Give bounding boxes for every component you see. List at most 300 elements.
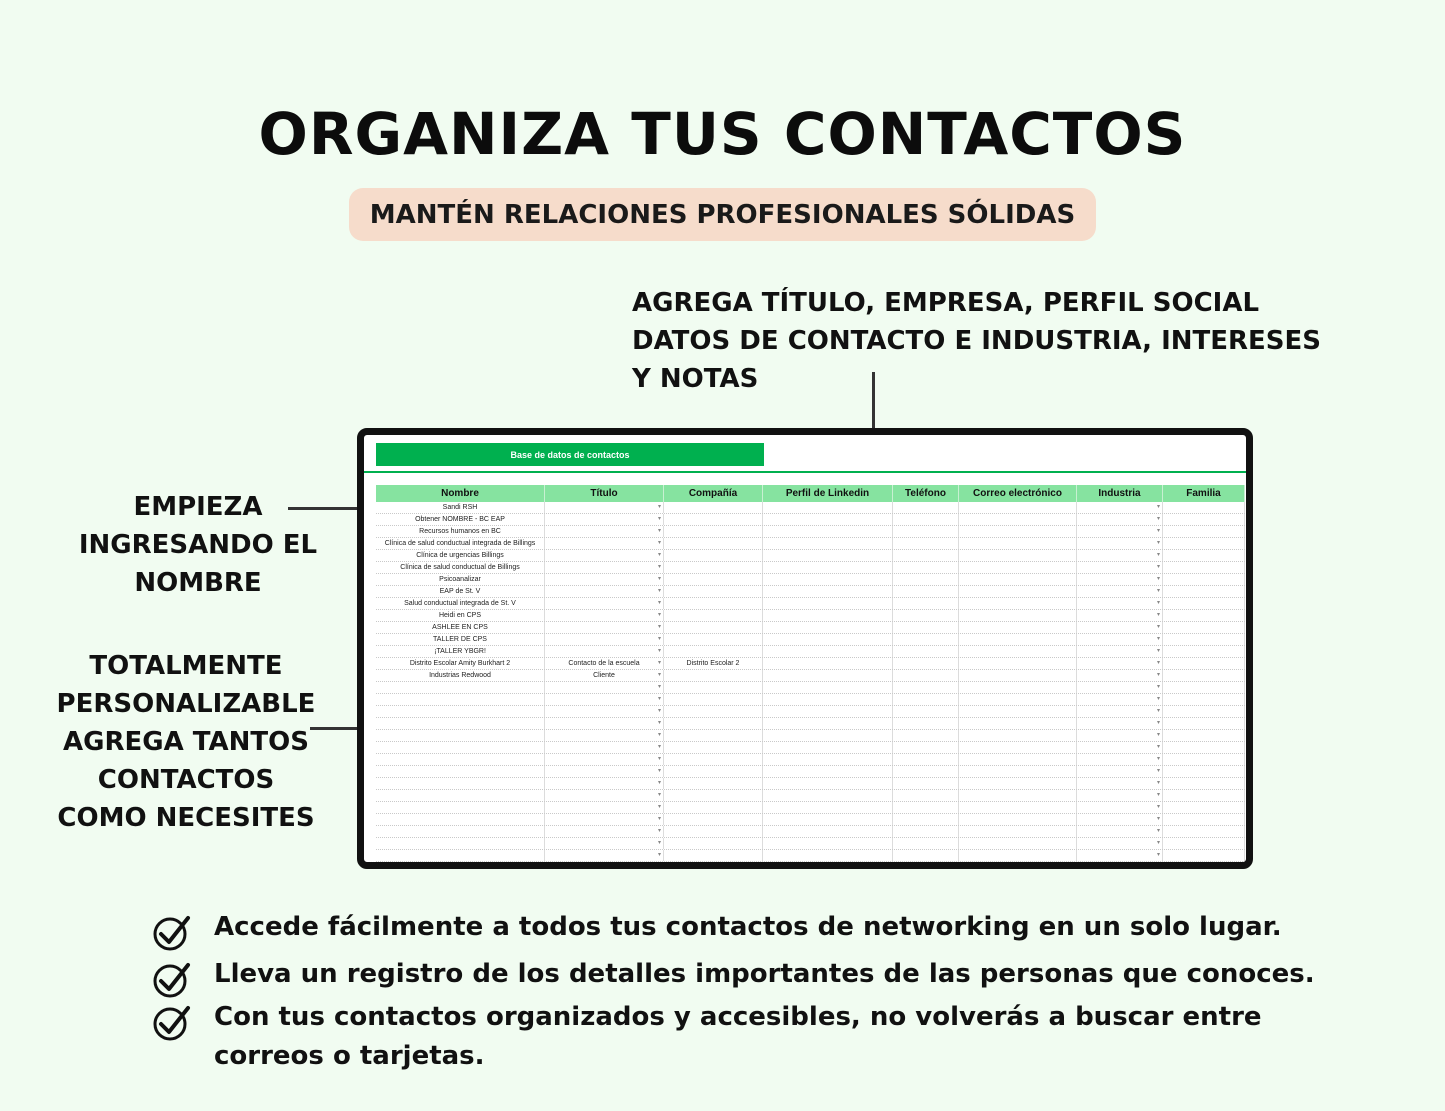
table-cell[interactable] — [1077, 670, 1163, 681]
table-cell[interactable]: Salud conductual integrada de St. V — [376, 598, 545, 609]
table-cell[interactable] — [893, 718, 959, 729]
table-cell[interactable] — [893, 646, 959, 657]
table-cell[interactable] — [1077, 526, 1163, 537]
spreadsheet-preview — [357, 428, 1253, 869]
callout-top-line-2: DATOS DE CONTACTO E INDUSTRIA, INTERESES — [632, 326, 1321, 356]
table-cell[interactable] — [376, 742, 545, 753]
table-cell[interactable] — [763, 790, 893, 801]
table-cell[interactable] — [545, 514, 664, 525]
table-cell[interactable] — [959, 754, 1077, 765]
table-cell[interactable] — [1077, 706, 1163, 717]
table-cell[interactable] — [763, 610, 893, 621]
table-cell[interactable] — [1163, 622, 1245, 633]
table-cell[interactable] — [1163, 562, 1245, 573]
table-cell[interactable] — [893, 502, 959, 513]
table-cell[interactable] — [376, 694, 545, 705]
table-cell[interactable] — [1163, 670, 1245, 681]
table-cell[interactable] — [545, 646, 664, 657]
column-header[interactable]: Industria — [1077, 485, 1163, 502]
table-cell[interactable] — [1163, 694, 1245, 705]
table-cell[interactable] — [959, 766, 1077, 777]
table-cell[interactable] — [545, 550, 664, 561]
table-row — [376, 718, 1245, 730]
table-cell[interactable] — [1163, 682, 1245, 693]
table-cell[interactable] — [763, 622, 893, 633]
table-cell[interactable] — [1163, 550, 1245, 561]
table-cell[interactable] — [959, 814, 1077, 825]
table-cell[interactable] — [1163, 850, 1245, 861]
table-cell[interactable] — [664, 562, 763, 573]
table-cell[interactable] — [1163, 634, 1245, 645]
table-header-row — [376, 485, 1245, 502]
table-cell[interactable] — [664, 754, 763, 765]
table-cell[interactable] — [376, 802, 545, 813]
table-cell[interactable] — [664, 586, 763, 597]
table-cell[interactable] — [545, 622, 664, 633]
table-row — [376, 838, 1245, 850]
table-cell[interactable]: Distrito Escolar 2 — [664, 658, 763, 669]
table-cell[interactable] — [893, 766, 959, 777]
table-cell[interactable] — [893, 598, 959, 609]
table-cell[interactable] — [893, 610, 959, 621]
table-cell[interactable] — [959, 598, 1077, 609]
table-cell[interactable] — [959, 718, 1077, 729]
table-cell[interactable] — [763, 718, 893, 729]
table-cell[interactable] — [959, 850, 1077, 861]
table-cell[interactable] — [959, 694, 1077, 705]
table-cell[interactable] — [1163, 574, 1245, 585]
table-cell[interactable] — [1077, 586, 1163, 597]
table-cell[interactable] — [664, 646, 763, 657]
table-cell[interactable] — [1077, 766, 1163, 777]
table-cell[interactable] — [664, 742, 763, 753]
table-cell[interactable] — [959, 526, 1077, 537]
table-cell[interactable]: Cliente ▾ — [545, 670, 664, 681]
table-cell[interactable] — [545, 742, 664, 753]
table-cell[interactable] — [763, 550, 893, 561]
table-cell[interactable] — [1163, 790, 1245, 801]
table-cell[interactable] — [1163, 766, 1245, 777]
table-cell[interactable] — [664, 826, 763, 837]
check-circle-icon — [152, 959, 192, 999]
table-cell[interactable] — [893, 850, 959, 861]
table-cell[interactable] — [1077, 802, 1163, 813]
table-cell[interactable] — [893, 838, 959, 849]
check-circle-icon — [152, 912, 192, 952]
callout-left-custom-line-4: CONTACTOS — [97, 765, 275, 795]
table-cell[interactable] — [376, 826, 545, 837]
table-row — [376, 682, 1245, 694]
table-cell[interactable] — [664, 814, 763, 825]
table-cell[interactable] — [959, 670, 1077, 681]
table-cell[interactable] — [545, 814, 664, 825]
table-cell[interactable] — [1077, 502, 1163, 513]
table-cell[interactable] — [763, 730, 893, 741]
table-cell[interactable] — [763, 742, 893, 753]
table-cell[interactable] — [763, 802, 893, 813]
table-cell[interactable] — [959, 778, 1077, 789]
table-cell[interactable] — [763, 634, 893, 645]
table-cell[interactable] — [1163, 754, 1245, 765]
column-header[interactable]: Perfil de Linkedin — [763, 485, 893, 502]
table-cell[interactable] — [664, 766, 763, 777]
table-row — [376, 850, 1245, 862]
table-cell[interactable] — [763, 766, 893, 777]
table-cell[interactable] — [1077, 598, 1163, 609]
table-cell[interactable] — [1077, 778, 1163, 789]
table-cell[interactable] — [1163, 610, 1245, 621]
callout-left-custom-line-2: PERSONALIZABLE — [56, 689, 316, 719]
table-cell[interactable] — [545, 826, 664, 837]
table-cell[interactable] — [959, 574, 1077, 585]
table-cell[interactable] — [763, 574, 893, 585]
table-cell[interactable] — [545, 694, 664, 705]
table-cell[interactable] — [959, 790, 1077, 801]
table-cell[interactable] — [893, 814, 959, 825]
table-cell[interactable] — [959, 610, 1077, 621]
table-cell[interactable] — [893, 526, 959, 537]
table-cell[interactable] — [376, 718, 545, 729]
table-cell[interactable]: Industrias Redwood — [376, 670, 545, 681]
table-cell[interactable] — [1077, 850, 1163, 861]
table-cell[interactable] — [1077, 622, 1163, 633]
table-cell[interactable] — [1163, 706, 1245, 717]
table-cell[interactable] — [1163, 514, 1245, 525]
column-header[interactable]: Teléfono — [893, 485, 959, 502]
table-row — [376, 514, 1245, 526]
table-cell[interactable] — [959, 706, 1077, 717]
callout-left-name-line-1: EMPIEZA — [133, 492, 263, 522]
column-header[interactable]: Correo electrónico — [959, 485, 1077, 502]
table-row — [376, 742, 1245, 754]
table-cell[interactable] — [959, 634, 1077, 645]
table-cell[interactable] — [1163, 778, 1245, 789]
table-cell[interactable]: Psicoanalizar — [376, 574, 545, 585]
table-cell[interactable] — [664, 610, 763, 621]
table-cell[interactable] — [763, 850, 893, 861]
table-cell[interactable] — [1163, 646, 1245, 657]
table-cell[interactable] — [959, 622, 1077, 633]
table-cell[interactable] — [763, 502, 893, 513]
table-cell[interactable] — [893, 826, 959, 837]
table-cell[interactable]: Clínica de salud conductual integrada de Billings — [376, 538, 545, 549]
table-row — [376, 646, 1245, 658]
table-cell[interactable] — [1077, 790, 1163, 801]
table-cell[interactable] — [893, 694, 959, 705]
subtitle-badge — [349, 188, 1096, 241]
table-cell[interactable] — [376, 778, 545, 789]
table-cell[interactable] — [893, 802, 959, 813]
callout-top-line-1: AGREGA TÍTULO, EMPRESA, PERFIL SOCIAL — [632, 288, 1260, 318]
table-row — [376, 790, 1245, 802]
table-cell[interactable] — [1163, 838, 1245, 849]
table-cell[interactable] — [1163, 730, 1245, 741]
table-cell[interactable] — [1077, 694, 1163, 705]
table-cell[interactable] — [959, 538, 1077, 549]
table-cell[interactable] — [893, 754, 959, 765]
table-cell[interactable] — [1077, 826, 1163, 837]
table-cell[interactable] — [1077, 538, 1163, 549]
table-cell[interactable] — [893, 790, 959, 801]
table-cell[interactable] — [1077, 658, 1163, 669]
table-cell[interactable] — [763, 538, 893, 549]
benefit-text: Accede fácilmente a todos tus contactos de networking en un solo lugar. — [214, 912, 1282, 942]
table-cell[interactable] — [1163, 814, 1245, 825]
table-cell[interactable] — [664, 850, 763, 861]
table-row — [376, 706, 1245, 718]
table-cell[interactable] — [376, 706, 545, 717]
table-cell[interactable] — [664, 694, 763, 705]
table-cell[interactable]: ¡TALLER YBGR! — [376, 646, 545, 657]
table-cell[interactable] — [959, 658, 1077, 669]
table-cell[interactable] — [959, 550, 1077, 561]
table-cell[interactable] — [664, 622, 763, 633]
table-cell[interactable] — [1077, 574, 1163, 585]
table-cell[interactable] — [545, 754, 664, 765]
table-cell[interactable] — [664, 670, 763, 681]
table-cell[interactable] — [664, 574, 763, 585]
table-cell[interactable] — [893, 706, 959, 717]
table-cell[interactable] — [664, 598, 763, 609]
table-cell[interactable] — [664, 550, 763, 561]
table-cell[interactable] — [376, 814, 545, 825]
table-cell[interactable] — [1163, 538, 1245, 549]
table-row — [376, 622, 1245, 634]
table-cell[interactable] — [664, 718, 763, 729]
table-cell[interactable] — [545, 562, 664, 573]
table-cell[interactable] — [376, 766, 545, 777]
table-row — [376, 550, 1245, 562]
table-cell[interactable] — [1077, 634, 1163, 645]
table-cell[interactable] — [763, 754, 893, 765]
table-cell[interactable] — [763, 598, 893, 609]
table-cell[interactable]: TALLER DE CPS — [376, 634, 545, 645]
check-circle-icon — [152, 1002, 192, 1042]
table-cell[interactable] — [664, 802, 763, 813]
table-cell[interactable] — [763, 778, 893, 789]
table-cell[interactable] — [893, 574, 959, 585]
table-cell[interactable] — [763, 682, 893, 693]
table-cell[interactable] — [1077, 814, 1163, 825]
table-cell[interactable] — [1163, 802, 1245, 813]
table-cell[interactable] — [763, 658, 893, 669]
table-cell[interactable] — [763, 526, 893, 537]
table-cell[interactable] — [376, 850, 545, 861]
table-cell[interactable]: Recursos humanos en BC — [376, 526, 545, 537]
callout-left-custom — [40, 647, 332, 837]
column-header[interactable]: Título — [545, 485, 664, 502]
table-body — [376, 502, 1245, 862]
contacts-table — [376, 485, 1245, 862]
table-cell[interactable] — [893, 670, 959, 681]
table-cell[interactable]: Heidi en CPS — [376, 610, 545, 621]
table-cell[interactable] — [376, 682, 545, 693]
table-cell[interactable] — [959, 586, 1077, 597]
table-row — [376, 502, 1245, 514]
table-cell[interactable] — [664, 682, 763, 693]
table-cell[interactable] — [959, 514, 1077, 525]
table-cell[interactable] — [376, 754, 545, 765]
table-cell[interactable]: Clínica de urgencias Billings — [376, 550, 545, 561]
table-cell[interactable] — [545, 730, 664, 741]
table-cell[interactable] — [664, 778, 763, 789]
table-cell[interactable] — [893, 514, 959, 525]
table-cell[interactable] — [959, 682, 1077, 693]
table-cell[interactable] — [1077, 610, 1163, 621]
table-cell[interactable] — [664, 838, 763, 849]
table-cell[interactable] — [376, 790, 545, 801]
table-cell[interactable] — [893, 622, 959, 633]
table-cell[interactable] — [959, 826, 1077, 837]
table-cell[interactable] — [959, 646, 1077, 657]
table-cell[interactable] — [545, 586, 664, 597]
table-cell[interactable] — [763, 514, 893, 525]
table-cell[interactable] — [1163, 586, 1245, 597]
table-cell[interactable] — [545, 718, 664, 729]
table-cell[interactable] — [1077, 838, 1163, 849]
page-title: ORGANIZA TUS CONTACTOS — [258, 100, 1187, 168]
table-cell[interactable] — [893, 730, 959, 741]
table-cell[interactable] — [664, 634, 763, 645]
table-cell[interactable] — [763, 814, 893, 825]
table-cell[interactable] — [763, 646, 893, 657]
sheet-banner: Base de datos de contactos — [376, 443, 764, 466]
table-cell[interactable] — [763, 826, 893, 837]
table-row — [376, 538, 1245, 550]
table-cell[interactable] — [959, 502, 1077, 513]
table-cell[interactable] — [1077, 562, 1163, 573]
table-cell[interactable] — [893, 778, 959, 789]
benefit-text: Lleva un registro de los detalles importantes de las personas que conoces. — [214, 959, 1315, 989]
table-cell[interactable] — [893, 634, 959, 645]
table-cell[interactable] — [545, 598, 664, 609]
table-cell[interactable] — [1077, 514, 1163, 525]
table-cell[interactable] — [376, 838, 545, 849]
callout-left-name — [60, 488, 336, 602]
sheet-divider — [364, 471, 1246, 473]
benefit-item — [150, 955, 1315, 994]
table-row — [376, 586, 1245, 598]
table-cell[interactable] — [1077, 718, 1163, 729]
table-cell[interactable] — [763, 586, 893, 597]
table-cell[interactable] — [545, 526, 664, 537]
table-cell[interactable]: Clínica de salud conductual de Billings — [376, 562, 545, 573]
table-cell[interactable] — [1077, 754, 1163, 765]
table-cell[interactable] — [545, 850, 664, 861]
table-cell[interactable] — [545, 778, 664, 789]
table-cell[interactable] — [893, 562, 959, 573]
table-row — [376, 814, 1245, 826]
table-cell[interactable] — [893, 586, 959, 597]
table-cell[interactable] — [893, 550, 959, 561]
table-cell[interactable] — [959, 562, 1077, 573]
table-cell[interactable] — [959, 802, 1077, 813]
table-cell[interactable]: Sandi RSH — [376, 502, 545, 513]
table-cell[interactable] — [1163, 526, 1245, 537]
table-cell[interactable] — [1077, 730, 1163, 741]
table-row — [376, 778, 1245, 790]
table-cell[interactable] — [1163, 826, 1245, 837]
callout-left-custom-line-3: AGREGA TANTOS — [63, 727, 309, 757]
table-cell[interactable]: EAP de St. V — [376, 586, 545, 597]
table-cell[interactable] — [1163, 742, 1245, 753]
table-cell[interactable] — [545, 802, 664, 813]
table-cell[interactable] — [545, 610, 664, 621]
table-cell[interactable] — [376, 730, 545, 741]
table-cell[interactable] — [959, 838, 1077, 849]
table-cell[interactable]: Obtener NOMBRE - BC EAP — [376, 514, 545, 525]
table-cell[interactable] — [763, 670, 893, 681]
table-cell[interactable] — [1077, 646, 1163, 657]
table-cell[interactable] — [1077, 550, 1163, 561]
table-row — [376, 634, 1245, 646]
benefit-item — [150, 998, 1294, 1076]
table-cell[interactable] — [1163, 598, 1245, 609]
table-cell[interactable] — [1163, 718, 1245, 729]
table-cell[interactable] — [959, 742, 1077, 753]
table-cell[interactable] — [893, 658, 959, 669]
table-cell[interactable] — [763, 694, 893, 705]
callout-top — [632, 284, 1332, 398]
table-cell[interactable] — [664, 730, 763, 741]
table-cell[interactable] — [763, 706, 893, 717]
column-header[interactable]: Familia — [1163, 485, 1245, 502]
table-cell[interactable] — [893, 538, 959, 549]
table-cell[interactable] — [545, 538, 664, 549]
table-cell[interactable] — [1163, 658, 1245, 669]
table-cell[interactable] — [545, 682, 664, 693]
table-cell[interactable] — [1077, 742, 1163, 753]
table-row — [376, 826, 1245, 838]
table-cell[interactable] — [1163, 502, 1245, 513]
table-row — [376, 694, 1245, 706]
table-cell[interactable] — [545, 634, 664, 645]
table-cell[interactable] — [893, 682, 959, 693]
table-row — [376, 754, 1245, 766]
table-cell[interactable] — [545, 502, 664, 513]
table-cell[interactable]: Contacto de la escuela ▾ — [545, 658, 664, 669]
table-cell[interactable] — [664, 538, 763, 549]
column-header[interactable]: Nombre — [376, 485, 545, 502]
table-cell[interactable] — [664, 526, 763, 537]
table-cell[interactable] — [664, 514, 763, 525]
table-cell[interactable] — [545, 706, 664, 717]
table-cell[interactable] — [664, 790, 763, 801]
table-cell[interactable] — [545, 766, 664, 777]
table-cell[interactable]: Distrito Escolar Amity Burkhart 2 — [376, 658, 545, 669]
table-cell[interactable] — [545, 838, 664, 849]
table-cell[interactable] — [763, 838, 893, 849]
table-cell[interactable] — [1077, 682, 1163, 693]
table-row — [376, 574, 1245, 586]
benefit-item — [150, 908, 1282, 947]
table-row — [376, 670, 1245, 682]
callout-left-custom-line-1: TOTALMENTE — [89, 651, 283, 681]
table-row — [376, 562, 1245, 574]
table-row — [376, 610, 1245, 622]
table-cell[interactable]: ASHLEE EN CPS — [376, 622, 545, 633]
table-cell[interactable] — [545, 574, 664, 585]
table-cell[interactable] — [763, 562, 893, 573]
table-row — [376, 802, 1245, 814]
benefit-text: Con tus contactos organizados y accesibles, no volverás a buscar entre correos o tarjetas. — [214, 1002, 1262, 1071]
table-cell[interactable] — [959, 730, 1077, 741]
table-cell[interactable] — [664, 502, 763, 513]
table-cell[interactable] — [893, 742, 959, 753]
table-cell[interactable] — [545, 790, 664, 801]
table-cell[interactable] — [664, 706, 763, 717]
column-header[interactable]: Compañía — [664, 485, 763, 502]
